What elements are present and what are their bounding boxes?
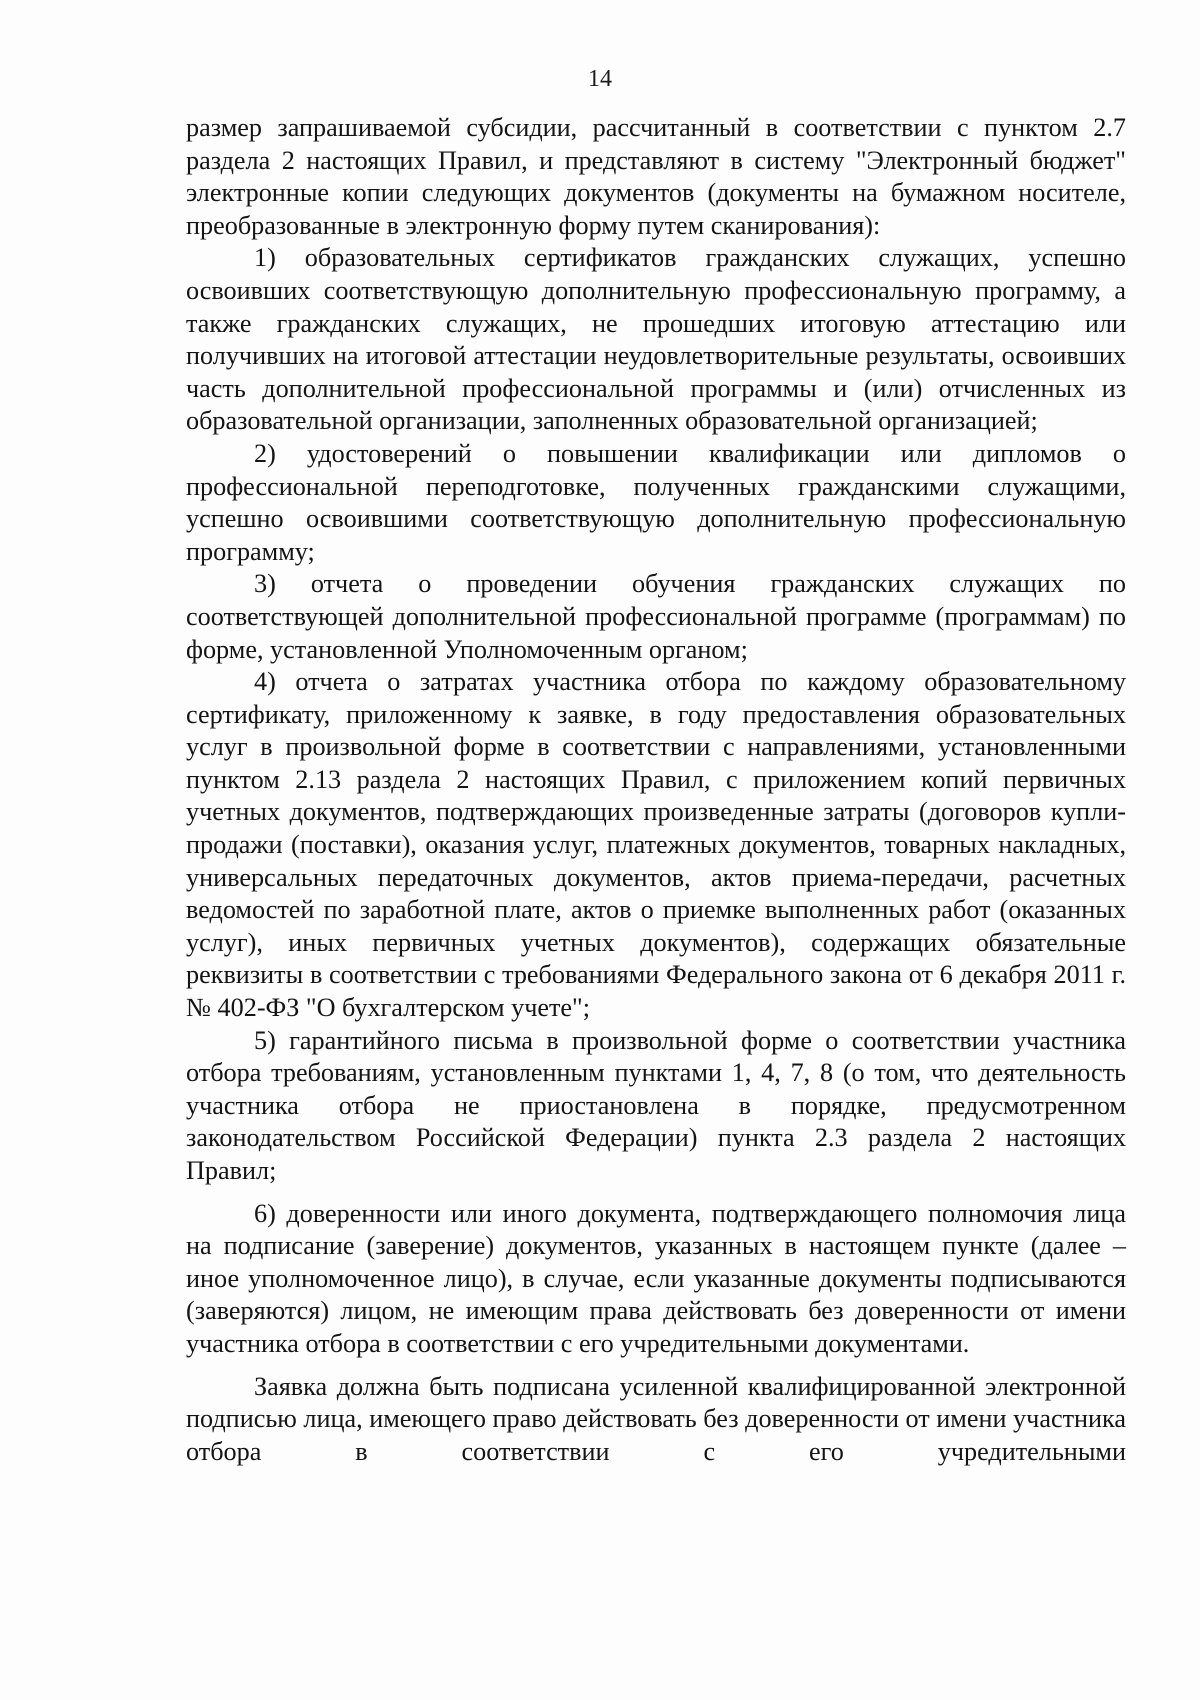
paragraph-item-6: 6) доверенности или иного документа, подтверждающего полномочия лица на подписание (заверение) документов, указанных в настоящем пункте (далее – иное уполномоченное лицо), в случае, если указанные документы подписываются (заверяются) лицом, не имеющим права действовать без доверенности от имени участника отбора в соответствии с его учредительными документами. [186, 1198, 1126, 1358]
paragraph-item-4: 4) отчета о затратах участника отбора по каждому образовательному сертификату, приложенному к заявке, в году предоставления образовательных услуг в произвольной форме в соответствии с направлениями, установленными пунктом 2.13 раздела 2 настоящих Правил, с приложением копий первичных учетных документов, подтверждающих произведенные затраты (договоров купли-продажи (поставки), оказания услуг, платежных документов, товарных накладных, универсальных передаточных документов, актов приема-передачи, расчетных ведомостей по заработной плате, актов о приемке выполненных работ (оказанных услуг), иных первичных учетных документов), содержащих обязательные реквизиты в соответствии с требованиями Федерального закона от 6 декабря 2011 г. № 402-ФЗ "О бухгалтерском учете"; [186, 667, 1126, 1023]
paragraph-application-signature: Заявка должна быть подписана усиленной квалифицированной электронной подписью лица, имеющего право действовать без доверенности от имени участника отбора в соответствии с его учредительными [186, 1371, 1126, 1466]
paragraph-item-1: 1) образовательных сертификатов гражданских служащих, успешно освоивших соответствующую дополнительную профессиональную программу, а также гражданских служащих, не прошедших итоговую аттестацию или получивших на итоговой аттестации неудовлетворительные результаты, освоивших часть дополнительной профессиональной программы и (или) отчисленных из образовательной организации, заполненных образовательной организацией; [186, 243, 1126, 436]
paragraph-item-5: 5) гарантийного письма в произвольной форме о соответствии участника отбора требованиям, установленным пунктами 1, 4, 7, 8 (о том, что деятельность участника отбора не приостановлена в порядке, предусмотренном законодательством Российской Федерации) пункта 2.3 раздела 2 настоящих Правил; [186, 1025, 1126, 1185]
document-body [186, 112, 1126, 1468]
paragraph-intro-continuation: размер запрашиваемой субсидии, рассчитанный в соответствии с пунктом 2.7 раздела 2 настоящих Правил, и представляют в систему "Электронный бюджет" электронные копии следующих документов (документы на бумажном носителе, преобразованные в электронную форму путем сканирования): [186, 113, 1126, 240]
page-number: 14 [588, 66, 612, 92]
paragraph-item-2: 2) удостоверений о повышении квалификации или дипломов о профессиональной переподготовке, полученных гражданскими служащими, успешно освоившими соответствующую дополнительную профессиональную программу; [186, 438, 1126, 566]
paragraph-item-3: 3) отчета о проведении обучения гражданских служащих по соответствующей дополнительной профессиональной программе (программам) по форме, установленной Уполномоченным органом; [186, 569, 1126, 664]
